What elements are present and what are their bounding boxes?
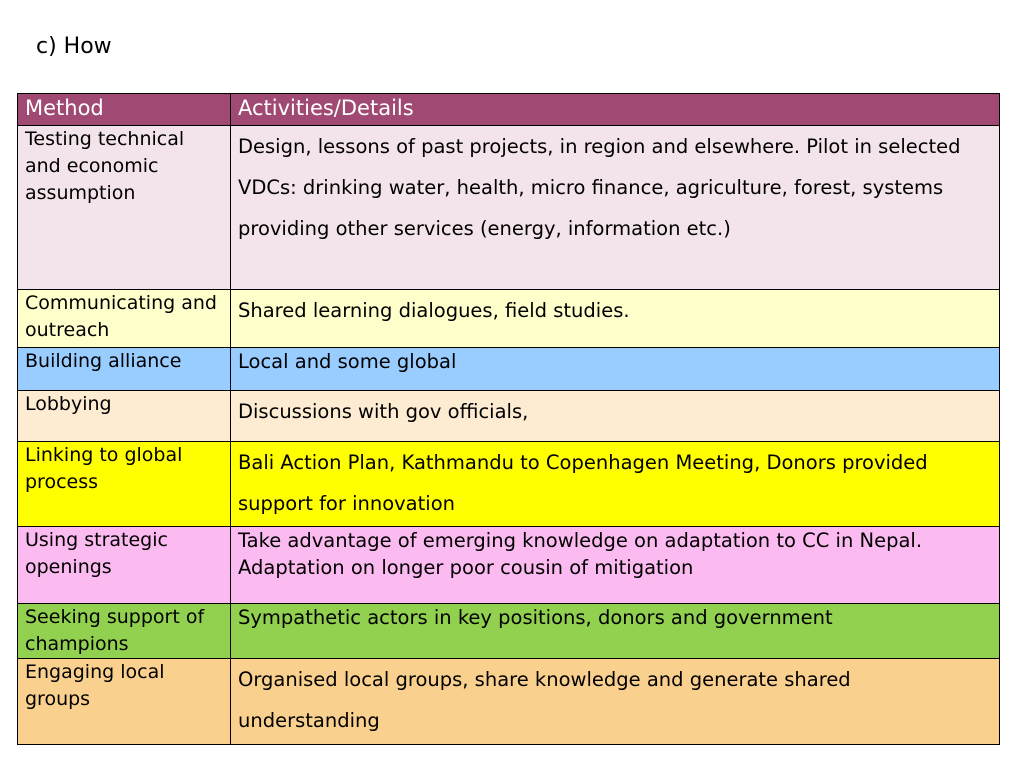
header-details: Activities/Details xyxy=(231,94,1000,126)
row-details-cell: Bali Action Plan, Kathmandu to Copenhagen Meeting, Donors provided support for innovation xyxy=(231,442,1000,527)
row-method-cell: Lobbying xyxy=(18,391,231,442)
row-details-cell: Local and some global xyxy=(231,348,1000,391)
table-row xyxy=(18,527,1000,604)
table-row xyxy=(18,659,1000,745)
row-details-cell: Discussions with gov officials, xyxy=(231,391,1000,442)
table-row xyxy=(18,604,1000,659)
row-method-cell: Using strategic openings xyxy=(18,527,231,604)
row-details-cell: Sympathetic actors in key positions, donors and government xyxy=(231,604,1000,659)
row-details-cell: Design, lessons of past projects, in region and elsewhere. Pilot in selected VDCs: drinking water, health, micro finance, agriculture, forest, systems providing other services (energy, information etc.) xyxy=(231,126,1000,290)
table-row xyxy=(18,442,1000,527)
table-header-row xyxy=(18,94,1000,126)
row-details-cell: Shared learning dialogues, field studies. xyxy=(231,290,1000,348)
row-method-cell: Seeking support of champions xyxy=(18,604,231,659)
row-method-cell: Linking to global process xyxy=(18,442,231,527)
row-details-cell: Organised local groups, share knowledge and generate shared understanding xyxy=(231,659,1000,745)
header-method: Method xyxy=(18,94,231,126)
row-method-cell: Testing technical and economic assumption xyxy=(18,126,231,290)
table-row xyxy=(18,391,1000,442)
row-details-cell: Take advantage of emerging knowledge on adaptation to CC in Nepal. Adaptation on longer poor cousin of mitigation xyxy=(231,527,1000,604)
table-row xyxy=(18,126,1000,290)
row-method-cell: Engaging local groups xyxy=(18,659,231,745)
table-row xyxy=(18,348,1000,391)
table-row xyxy=(18,290,1000,348)
row-method-cell: Building alliance xyxy=(18,348,231,391)
methods-table xyxy=(17,93,1000,745)
row-method-cell: Communicating and outreach xyxy=(18,290,231,348)
slide-title: c) How xyxy=(36,34,112,59)
